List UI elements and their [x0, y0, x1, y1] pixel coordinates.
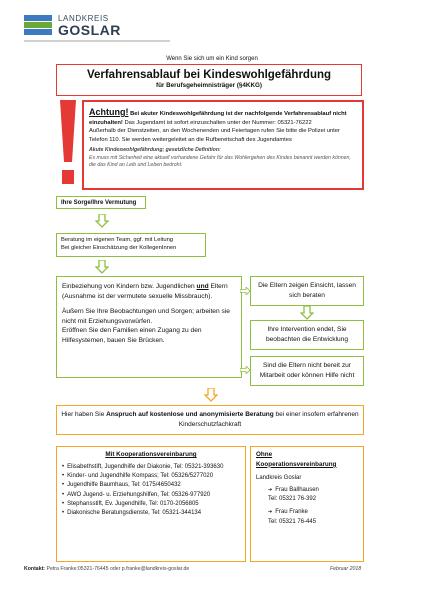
- footer-text: Petra Franke:05321-76445 oder p.franke@landkreis-goslar.de: [46, 566, 190, 572]
- warning-achtung: Achtung!: [89, 107, 129, 117]
- contact-1-name: ➔ Frau Ballhausen: [256, 486, 358, 495]
- arrow-down-icon: [300, 306, 314, 320]
- arrow-right-icon: [240, 287, 250, 295]
- contact-2-name: ➔ Frau Franke: [256, 508, 358, 517]
- definition-text: Es muss mit Sicherheit eine aktuell vorhandene Gefahr für das Wohlergehen des Kindes benannt werden können, die das Kind an Leib und Leben bedroht.: [89, 154, 351, 169]
- access-text: Eröffnen Sie den Familien einen Zugang zu den Hilfesystemen, bauen Sie Brücken.: [62, 327, 202, 344]
- counseling-bold: Anspruch auf kostenlose und anonymisierte Beratung: [106, 411, 274, 418]
- list-item: • Diakonische Beratungsdienste, Tel: 05321-344134: [62, 509, 240, 518]
- footer-label: Kontakt:: [24, 566, 46, 572]
- consultation-line-2: Bei gleicher Einschätzung der KollegenInnen: [61, 245, 177, 252]
- team-consultation-box: [56, 233, 206, 257]
- definition-title: Akute Kindeswohlgefährdung; gesetzliche Definition:: [89, 147, 221, 154]
- involvement-box: [56, 276, 242, 378]
- without-agreement-heading-2: Kooperationsvereinbarung: [256, 460, 337, 468]
- arrow-down-icon: [95, 260, 109, 274]
- intervention-ends-box: Ihre Intervention endet, Sie beobachten die Entwicklung: [250, 320, 364, 350]
- logo-text-goslar: GOSLAR: [58, 22, 121, 38]
- list-item: • Stephansstift, Ev. Jugendhilfe, Tel: 0170-2056805: [62, 500, 240, 509]
- title-box: [56, 64, 362, 96]
- parents-unwilling-box: Sind die Eltern nicht bereit zur Mitarbeit oder können Hilfe nicht: [250, 356, 364, 386]
- counseling-pre: Hier haben Sie: [61, 411, 105, 418]
- acute-warning-box: [82, 100, 364, 190]
- contact-2-tel: Tel: 05321 76-445: [268, 518, 317, 525]
- logo-text-landkreis: LANDKREIS: [58, 14, 109, 23]
- involvement-and: und: [196, 283, 209, 290]
- involvement-text-b: Eltern (Ausnahme ist der vermutete sexuelle Missbrauch).: [62, 283, 228, 300]
- with-agreement-heading: Mit Kooperationsvereinbarung: [105, 451, 197, 458]
- concern-box: Ihre Sorge/Ihre Vermutung: [56, 196, 146, 209]
- page-title-sub: für Berufsgeheimnisträger (§4KKG): [155, 82, 263, 89]
- list-item: • Elisabethstift, Jugendhilfe der Diakonie, Tel: 05321-393630: [62, 463, 240, 472]
- list-item: • Kinder- und Jugendhilfe Kompass; Tel: 05326/5277020: [62, 472, 240, 481]
- contact-1-tel: Tel: 05321 76-392: [268, 496, 317, 503]
- warning-text: Das Jugendamt ist sofort einzuschalten unter der Nummer: 05321-76222: [124, 120, 312, 127]
- agreement-list: [62, 463, 240, 519]
- page-title: Verfahrensablauf bei Kindeswohlgefährdung: [86, 69, 332, 81]
- exclamation-icon: [56, 98, 80, 188]
- org-name: Landkreis Goslar: [256, 474, 302, 481]
- involvement-text-a: Einbeziehung von Kindern bzw. Jugendlichen: [62, 283, 195, 290]
- parents-insight-box: Die Eltern zeigen Einsicht, lassen sich beraten: [250, 276, 364, 306]
- without-agreement-heading-1: Ohne: [256, 451, 273, 458]
- page-subtitle: Wenn Sie sich um ein Kind sorgen: [166, 56, 258, 62]
- arrow-down-icon: [95, 214, 109, 228]
- arrow-right-icon: [240, 366, 250, 374]
- footer-contact: [24, 566, 189, 572]
- list-item: • AWO Jugend- u. Erziehungshilfen, Tel: 05326-977920: [62, 491, 240, 500]
- without-agreement-box: [250, 446, 364, 562]
- observations-text: Äußern Sie Ihre Beobachtungen und Sorgen; arbeiten sie nicht mit Erziehungsvorwürfen.: [62, 308, 230, 325]
- warning-intro: Bei akuter Kindeswohlgefährdung ist der nachfolgende Verfahrensablauf nicht einzuhalten!: [89, 111, 347, 127]
- list-item: • Jugendhilfe Baumhaus, Tel: 0175/4650432: [62, 481, 240, 490]
- arrow-down-icon: [204, 388, 218, 402]
- logo-divider: [24, 40, 170, 42]
- free-counseling-box: [56, 405, 364, 435]
- footer-date: Februar 2018: [330, 566, 362, 572]
- counseling-post: bei einer insofern erfahrenen Kinderschutzfachkraft: [178, 411, 359, 428]
- with-agreement-box: [56, 446, 246, 562]
- landkreis-logo-icon: [24, 14, 52, 36]
- consultation-line-1: Beratung im eigenen Team, ggf. mit Leitung: [61, 237, 174, 243]
- warning-text-2: Außerhalb der Dienstzeiten, an den Wochenenden und Feiertagen rufen Sie bitte die Polizei unter Telefon 110. Sie werden weitergeleitet an die Rufbereitschaft des Jugendamtes: [89, 128, 340, 143]
